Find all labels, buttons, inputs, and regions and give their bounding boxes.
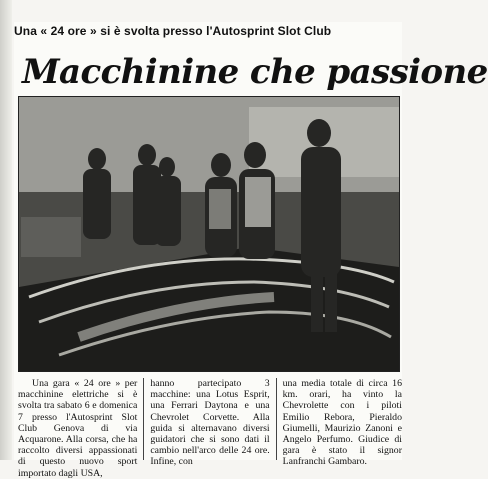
article-column-2: hanno partecipato 3 macchine: una Lotus Esprit, una Ferrari Daytona e una Chevrolet Corvette. Alla guida si alternavano diversi guidatori che si sono dati il cambio nell'arco delle 24 ore. Infine, con bbox=[143, 378, 269, 460]
newspaper-clipping bbox=[14, 22, 488, 479]
photo-illustration bbox=[19, 97, 399, 371]
page-edge-shadow bbox=[0, 0, 12, 460]
article-column-3: una media totale di circa 16 km. orari, ha vinto la Chevrolette con i piloti Emilio Rebora, Pieraldo Giumelli, Maurizio Zanoni e Angelo Perfumo. Giudice di gara è stato il signor Lanfranchi Gambaro. bbox=[276, 378, 402, 460]
photo-bench bbox=[21, 217, 81, 257]
article-kicker: Una « 24 ore » si è svolta presso l'Autosprint Slot Club bbox=[14, 24, 332, 38]
coat bbox=[209, 189, 231, 229]
article-photo bbox=[18, 96, 400, 372]
article-column-1: Una gara « 24 ore » per macchinine elettriche si è svolta tra sabato 6 e domenica 7 presso l'Autosprint Slot Club Genova di via Acquarone. Alla corsa, che ha raccolto diversi appassionati di questo nuovo sport importato dagli USA, bbox=[18, 378, 138, 479]
article-headline: Macchinine che passione bbox=[22, 52, 488, 92]
article-body bbox=[18, 378, 402, 479]
light-jacket bbox=[245, 177, 271, 227]
